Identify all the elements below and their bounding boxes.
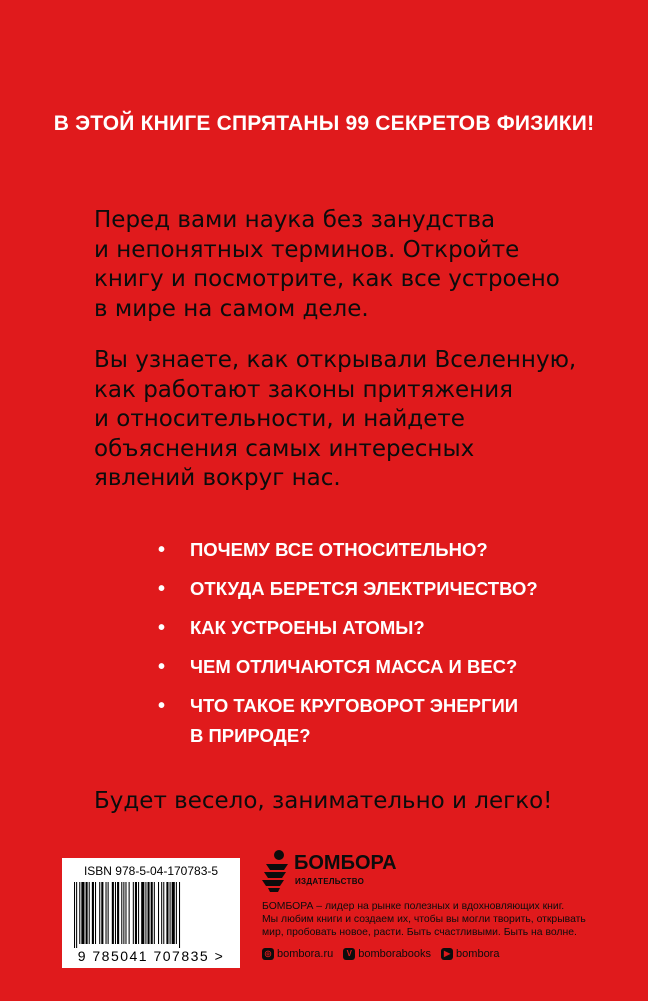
vk-icon: V xyxy=(343,948,355,960)
question-item xyxy=(158,652,618,682)
bombora-logo-icon xyxy=(262,850,290,892)
question-text: ЧТО ТАКОЕ КРУГОВОРОТ ЭНЕРГИИ xyxy=(190,695,519,716)
publisher-description-line: БОМБОРА – лидер на рынке полезных и вдохновляющих книг. xyxy=(262,901,565,912)
paragraph-line: Перед вами наука без занудства xyxy=(94,207,496,233)
description-paragraph-2 xyxy=(94,346,614,494)
paragraph-line: явлений вокруг нас. xyxy=(94,465,341,491)
publisher-description-line: Мы любим книги и создаем их, чтобы вы могли творить, открывать xyxy=(262,914,586,925)
question-item xyxy=(158,691,618,751)
social-label: bombora.ru xyxy=(277,948,334,960)
publisher-subtitle: ИЗДАТЕЛЬСТВО xyxy=(295,877,365,886)
social-link-site[interactable] xyxy=(262,948,333,960)
publisher-description-line: мир, пробовать новое, расти. Быть счастливыми. Быть на волне. xyxy=(262,927,577,938)
bullet-icon: • xyxy=(158,656,166,678)
question-text: ОТКУДА БЕРЕТСЯ ЭЛЕКТРИЧЕСТВО? xyxy=(190,578,538,599)
social-label: bomborabooks xyxy=(358,948,432,960)
paragraph-line: как работают законы притяжения xyxy=(94,376,514,403)
social-link-vk[interactable] xyxy=(343,948,431,960)
question-list xyxy=(158,535,618,760)
closing-line: Будет весело, занимательно и легко! xyxy=(94,788,553,814)
paragraph-line: книгу и посмотрите, как все устроено xyxy=(94,266,560,292)
question-item xyxy=(158,574,618,604)
social-label: bombora xyxy=(456,948,500,960)
paragraph-line: объяснения самых интересных xyxy=(94,435,475,462)
bullet-icon: • xyxy=(158,695,166,717)
paragraph-line: Вы узнаете, как открывали Вселенную, xyxy=(94,347,577,373)
question-item xyxy=(158,535,618,565)
question-text: В ПРИРОДЕ? xyxy=(190,725,311,746)
headline: В ЭТОЙ КНИГЕ СПРЯТАНЫ 99 СЕКРЕТОВ ФИЗИКИ! xyxy=(53,112,595,135)
paragraph-line: и относительности, и найдете xyxy=(94,406,465,432)
question-item xyxy=(158,613,618,643)
bullet-icon: • xyxy=(158,617,166,639)
instagram-icon: ◎ xyxy=(262,948,274,960)
question-text: ПОЧЕМУ ВСЕ ОТНОСИТЕЛЬНО? xyxy=(190,539,488,560)
publisher-description xyxy=(262,900,622,939)
question-text: КАК УСТРОЕНЫ АТОМЫ? xyxy=(190,617,425,638)
youtube-telegram-icon: ▶ xyxy=(441,948,453,960)
paragraph-line: в мире на самом деле. xyxy=(94,295,369,322)
question-text: ЧЕМ ОТЛИЧАЮТСЯ МАССА И ВЕС? xyxy=(190,656,518,677)
paragraph-line: и непонятных терминов. Откройте xyxy=(94,236,520,263)
barcode-digits: 9 785041 707835 > xyxy=(77,948,225,964)
description-paragraph-1 xyxy=(94,206,614,324)
isbn-number: ISBN 978-5-04-170783-5 xyxy=(83,864,219,878)
publisher-name: БОМБОРА xyxy=(294,852,397,874)
isbn-barcode xyxy=(62,858,240,968)
social-links xyxy=(262,948,499,960)
social-link-video[interactable] xyxy=(441,948,499,960)
bullet-icon: • xyxy=(158,539,166,561)
bullet-icon: • xyxy=(158,578,166,600)
barcode-icon xyxy=(70,882,232,948)
